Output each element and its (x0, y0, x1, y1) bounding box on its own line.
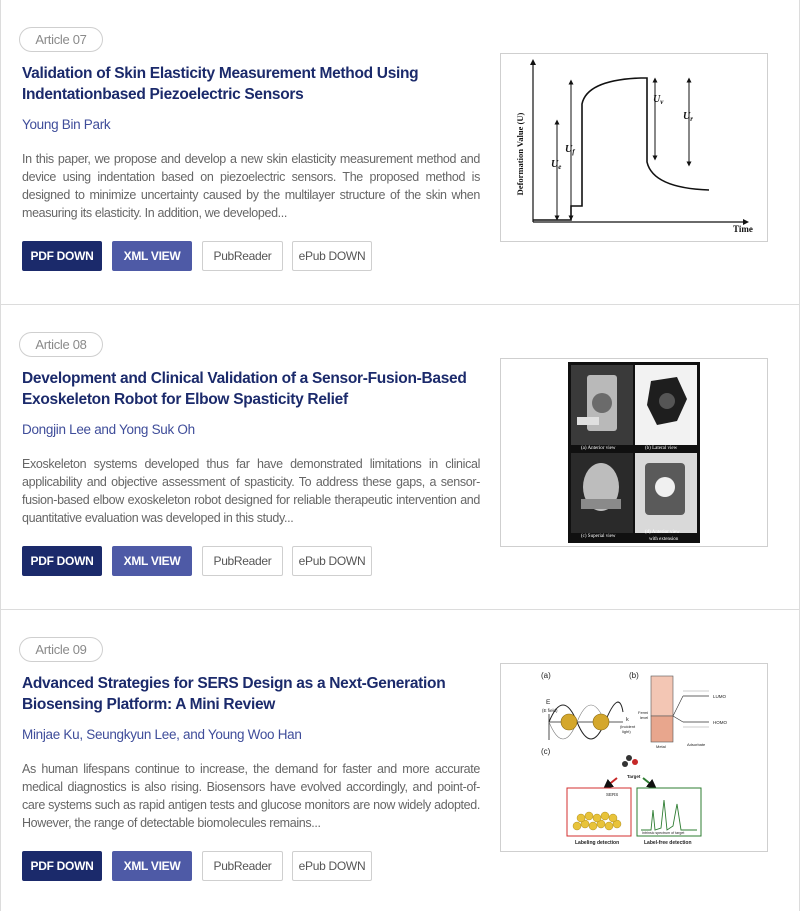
incident-caption: (incident (620, 724, 636, 729)
panel-lateral-view (635, 365, 697, 445)
article-title-link[interactable]: Development and Clinical Validation of a Sensor-Fusion-Based Exoskeleton Robot for Elbow Spasticity Relief (22, 370, 467, 408)
e-field-symbol: E (546, 699, 551, 706)
pdf-download-button[interactable]: PDF DOWN (22, 546, 102, 576)
pubreader-button[interactable]: PubReader (202, 241, 283, 271)
ue-label: U (551, 159, 559, 170)
e-field-caption: (E field) (542, 708, 558, 713)
fermi-label: Fermi (638, 710, 649, 715)
labeling-detection-label: Labeling detection (575, 840, 620, 846)
article-card (1, 610, 799, 914)
ue-subscript: e (558, 163, 562, 171)
article-figure-thumbnail[interactable] (500, 53, 768, 242)
article-authors: Dongjin Lee and Yong Suk Oh (22, 422, 195, 437)
homo-label: HOMO (713, 720, 727, 725)
article-authors: Young Bin Park (22, 117, 111, 132)
article-number-badge: Article 07 (19, 27, 103, 52)
metal-label: Metal (656, 744, 666, 749)
svg-text:Uv (653, 94, 664, 106)
pdf-download-button[interactable]: PDF DOWN (22, 851, 102, 881)
article-abstract: Exoskeleton systems developed thus far have demonstrated limitations in clinical applicability and objective assessment of spasticity. To address these gaps, a sensor-fusion-based elbow exoskeleton robot designed for reliable therapeutic intervention and quantitative evaluation was developed in this study... (22, 457, 480, 525)
uf-label: U (565, 144, 573, 155)
article-title-link[interactable]: Validation of Skin Elasticity Measurement Method Using Indentationbased Piezoelectric Sensors (22, 65, 419, 103)
epub-download-button[interactable]: ePub DOWN (292, 851, 372, 881)
article-figure-thumbnail[interactable] (500, 663, 768, 852)
panel-superial-view (571, 453, 633, 533)
graph-x-axis-label: Time (733, 224, 753, 234)
sers-label: SERS (606, 792, 619, 797)
article-number-badge: Article 09 (19, 637, 103, 662)
panel-c-label: (c) (541, 747, 551, 756)
epub-download-button[interactable]: ePub DOWN (292, 546, 372, 576)
panel-c-caption: (c) Superial view (581, 534, 616, 539)
lumo-label: LUMO (713, 694, 727, 699)
xml-view-button[interactable]: XML VIEW (112, 241, 192, 271)
pdf-download-button[interactable]: PDF DOWN (22, 241, 102, 271)
article-title-link[interactable]: Advanced Strategies for SERS Design as a Next-Generation Biosensing Platform: A Mini Review (22, 675, 446, 713)
uv-subscript: v (660, 98, 664, 106)
label-free-detection-label: Label-free detection (644, 840, 692, 846)
ur-label: U (683, 111, 691, 122)
deformation-curve (533, 78, 709, 220)
intrinsic-spectrum-label: Intrinsic spectrum of target (642, 831, 685, 835)
article-card (1, 305, 799, 610)
k-symbol: k (626, 717, 629, 723)
article-card (1, 0, 799, 305)
panel-anterior-view (571, 365, 633, 445)
panel-a-caption: (a) Anterior view (581, 446, 616, 451)
article-abstract: As human lifespans continue to increase, the demand for faster and more accurate medical diagnostics is also rising. Biosensors have evolved accordingly, and point-of-care systems such as rapid antigen tests and glucose monitors are now widely adopted. However, the range of detectable biomolecules remains... (22, 762, 480, 830)
epub-download-button[interactable]: ePub DOWN (292, 241, 372, 271)
sers-schematic (501, 664, 767, 851)
article-authors: Minjae Ku, Seungkyun Lee, and Young Woo Han (22, 727, 302, 742)
graph-y-axis-label: Deformation Value (U) (515, 112, 525, 196)
pubreader-button[interactable]: PubReader (202, 546, 283, 576)
pubreader-button[interactable]: PubReader (202, 851, 283, 881)
deformation-time-graph (501, 54, 767, 241)
article-abstract: In this paper, we propose and develop a new skin elasticity measurement method and device using indentation based on piezoelectric sensors. The proposed method is designed to minimize uncertainty caused by the multilayer structure of the skin when measuring its elasticity. In addition, we developed... (22, 152, 480, 220)
xml-view-button[interactable]: XML VIEW (112, 851, 192, 881)
svg-text:Ue (551, 159, 561, 171)
panel-anterior-extension-view (635, 453, 697, 533)
light-caption: light) (622, 729, 631, 734)
exoskeleton-photo-grid (501, 359, 767, 546)
target-label: Target (627, 774, 641, 779)
svg-text:Uf (565, 144, 575, 156)
panel-d-caption-line2: with extension (649, 537, 679, 542)
svg-text:Ur (683, 111, 693, 123)
article-number-badge: Article 08 (19, 332, 103, 357)
fermi-level-label: level (640, 715, 649, 720)
article-figure-thumbnail[interactable] (500, 358, 768, 547)
uv-label: U (653, 94, 661, 105)
adsorbate-label: Adsorbate (687, 742, 706, 747)
panel-a-label: (a) (541, 671, 551, 680)
panel-b-label: (b) (629, 671, 639, 680)
xml-view-button[interactable]: XML VIEW (112, 546, 192, 576)
panel-d-caption: (d) Anterior view (645, 530, 680, 535)
ur-subscript: r (690, 115, 693, 123)
uf-subscript: f (572, 148, 575, 156)
panel-b-caption: (b) Lateral view (645, 446, 678, 451)
